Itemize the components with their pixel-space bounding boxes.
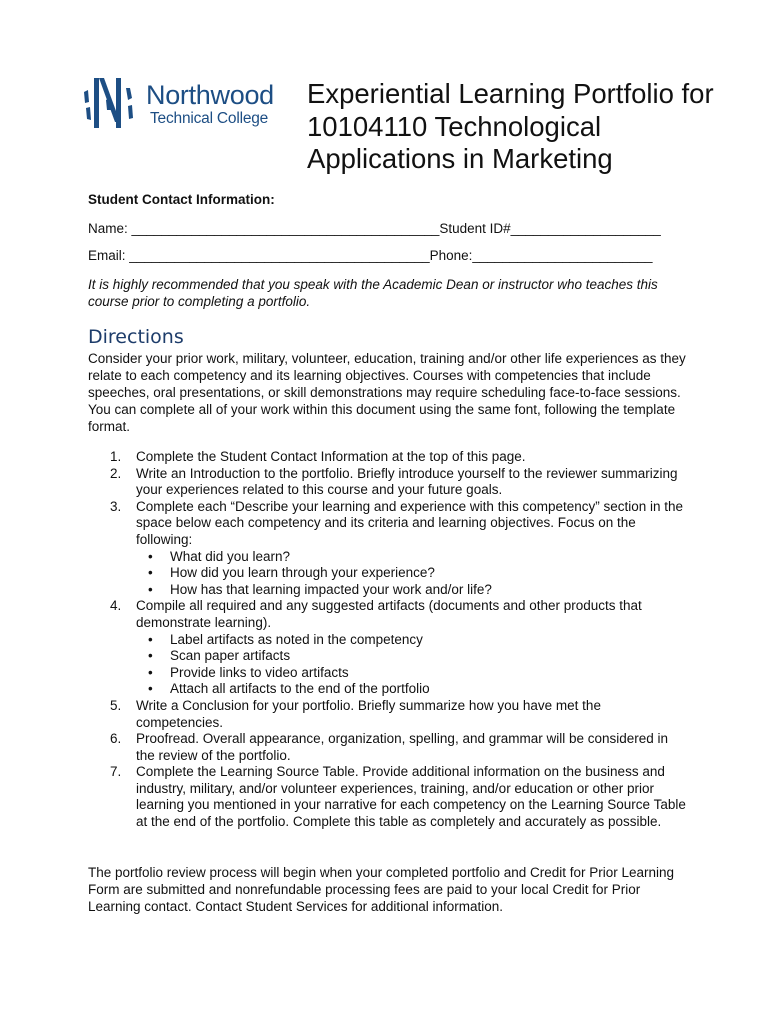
step-text: Proofread. Overall appearance, organization, spelling, and grammar will be considered in the review of the portfolio. xyxy=(136,731,669,763)
step-number: 3. xyxy=(110,498,122,514)
bullet-item: • How did you learn through your experience? xyxy=(136,565,688,582)
list-item xyxy=(88,499,688,599)
college-logo xyxy=(80,72,295,134)
bullet-item: • Attach all artifacts to the end of the portfolio xyxy=(136,681,688,698)
list-item xyxy=(88,598,688,698)
bullet-list xyxy=(136,549,688,599)
step-number: 7. xyxy=(110,764,122,780)
bullet-item: • Scan paper artifacts xyxy=(136,648,688,665)
step-text: Write a Conclusion for your portfolio. Briefly summarize how you have met the competencies. xyxy=(136,697,601,730)
bullet-item: • How has that learning impacted your work and/or life? xyxy=(136,582,688,599)
step-text: Complete the Student Contact Information at the top of this page. xyxy=(136,449,526,464)
directions-intro: Consider your prior work, military, volunteer, education, training and/or other life experiences as they relate to each competency and its learning objectives. Courses with competencies that include speeches, oral presentations, or skill demonstrations may require scheduling face-to-face sessions. You can complete all of your work within this document using the same font, following the template format. xyxy=(88,351,686,434)
step-number: 6. xyxy=(110,731,122,747)
bullet-item: • Provide links to video artifacts xyxy=(136,665,688,682)
step-number: 1. xyxy=(110,449,122,464)
list-item xyxy=(88,449,688,466)
northwood-emblem-icon xyxy=(80,72,142,134)
advisory-note: It is highly recommended that you speak with the Academic Dean or instructor who teaches this course prior to completing a portfolio. xyxy=(88,277,658,309)
step-number: 2. xyxy=(110,465,122,481)
email-phone-field[interactable]: Email: ________________________________________Phone:________________________ xyxy=(88,248,653,263)
title-line: Applications in Marketing xyxy=(307,143,613,174)
title-line: 10104110 Technological xyxy=(307,110,602,142)
college-name: Northwood xyxy=(146,80,274,110)
college-subtitle: Technical College xyxy=(150,110,269,127)
bullet-item: • What did you learn? xyxy=(136,549,688,566)
name-student-id-field[interactable]: Name: _________________________________________Student ID#____________________ xyxy=(88,221,661,236)
step-text: Complete each “Describe your learning and experience with this competency” section in the space below each competency and its criteria and learning objectives. Focus on the following: xyxy=(136,498,684,547)
bullet-list xyxy=(136,632,688,698)
title-line: Experiential Learning Portfolio for xyxy=(307,78,714,109)
step-text: Write an Introduction to the portfolio. Briefly introduce yourself to the reviewer summarizing your experiences related to this course and your future goals. xyxy=(136,465,678,498)
steps-list xyxy=(88,449,688,831)
list-item xyxy=(88,698,688,731)
list-item xyxy=(88,466,688,499)
contact-heading: Student Contact Information: xyxy=(88,192,275,207)
list-item xyxy=(88,731,688,764)
list-item xyxy=(88,764,688,830)
closing-paragraph: The portfolio review process will begin when your completed portfolio and Credit for Prior Learning Form are submitted and nonrefundable processing fees are paid to your local Credit for Prior Learning contact. Contact Student Services for additional information. xyxy=(88,865,675,914)
bullet-item: • Label artifacts as noted in the competency xyxy=(136,632,688,649)
step-number: 4. xyxy=(110,598,122,614)
directions-heading: Directions xyxy=(88,326,184,348)
step-number: 5. xyxy=(110,697,122,713)
page-title xyxy=(307,78,727,176)
step-text: Compile all required and any suggested artifacts (documents and other products that demonstrate learning). xyxy=(136,598,642,630)
step-text: Complete the Learning Source Table. Provide additional information on the business and industry, military, and/or volunteer experiences, training, and/or education or other prior learning you mentioned in your narrative for each competency on the Learning Source Table at the end of the portfolio. Complete this table as completely and accurately as possible. xyxy=(136,764,686,830)
